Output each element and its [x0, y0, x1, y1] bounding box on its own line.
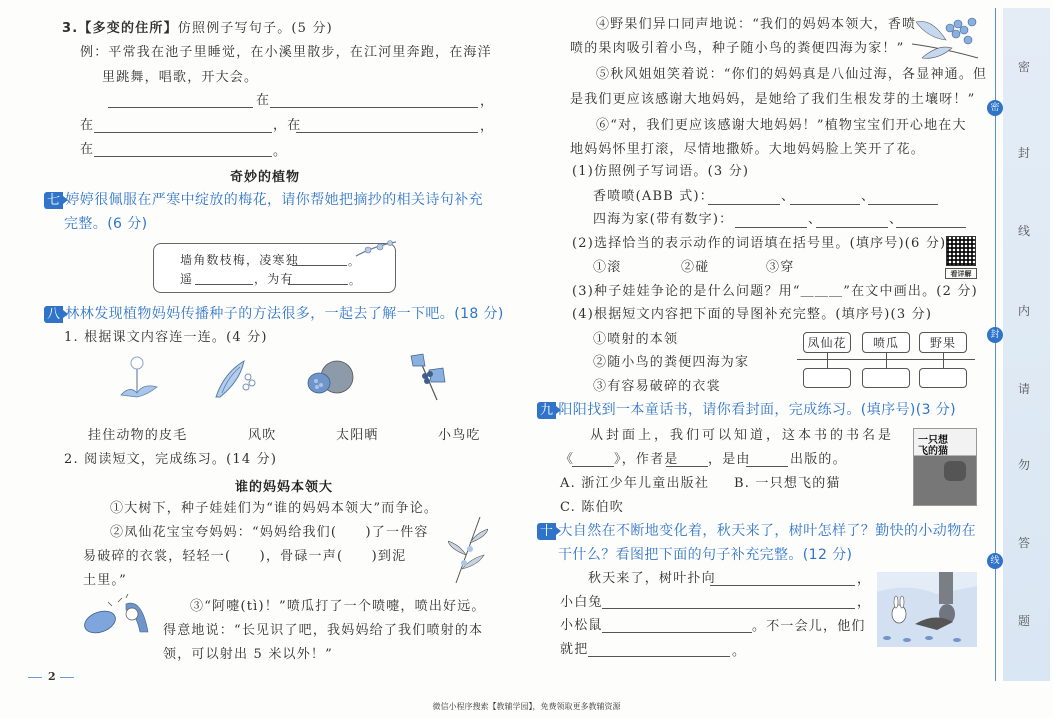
- comma: ，: [857, 572, 872, 587]
- story-p4-line2: 喷的果肉吸引着小鸟，种子随小鸟的粪便四海为家！”: [570, 41, 905, 56]
- poem-line2-mid: ，为有: [254, 272, 294, 286]
- section-9-text: 阳阳找到一本童话书，请你看封面，完成练习。(填序号)(3 分): [558, 402, 957, 418]
- q3-word-zai-4: 在: [80, 142, 95, 157]
- sec10-blank-3[interactable]: [602, 632, 752, 633]
- sub4-item-2: ②随小鸟的粪便四海为家: [593, 355, 750, 370]
- q3-blank-1[interactable]: [108, 107, 253, 108]
- story-p5-line1: ⑤秋风姐姐笑着说：“你们的妈妈真是八仙过海，各显神通。但: [596, 67, 988, 82]
- poem-line2-start: 遥: [180, 272, 194, 286]
- footer-watermark: 微信小程序搜索【教辅学园】，免费领取更多教辅资源: [432, 702, 621, 711]
- q3-blank-3[interactable]: [94, 132, 272, 133]
- sec10-row3-label: 小松鼠: [560, 618, 603, 633]
- separator: 、: [808, 212, 823, 227]
- sub1-a-blank-2[interactable]: [790, 204, 860, 205]
- binding-margin: [1003, 8, 1050, 681]
- sidebar-char: 线: [1018, 224, 1031, 238]
- match-option-1[interactable]: 挂住动物的皮毛: [88, 428, 188, 443]
- sec9-author-label: 》，作者是: [614, 452, 679, 467]
- mindmap-answer-3[interactable]: [919, 368, 967, 388]
- story-p2-line1: ②凤仙花宝宝夸妈妈：“妈妈给我们( )了一件容: [110, 525, 429, 540]
- match-option-2[interactable]: 风吹: [248, 428, 277, 443]
- sub1-b-blank-2[interactable]: [816, 227, 888, 228]
- q3-title: [62, 20, 333, 38]
- mindmap-answer-1[interactable]: [803, 368, 851, 388]
- sub4-title: (4)根据短文内容把下面的导图补充完整。(填序号)(3 分): [572, 307, 933, 322]
- sub2-option-3: ③穿: [766, 260, 795, 275]
- sec10-row1-label: 秋天来了，树叶扑向: [588, 571, 716, 586]
- sub1-title: (1)仿照例子写词语。(3 分): [572, 164, 750, 179]
- separator: 、: [861, 189, 876, 204]
- page-number: 2: [48, 670, 56, 683]
- sidebar-char: 内: [1018, 304, 1031, 318]
- sub3-title: (3)种子娃娃争论的是什么问题？用“＿＿＿”在文中画出。(2 分): [572, 284, 978, 299]
- section-9-title: [537, 400, 956, 420]
- sub4-item-1: ①喷射的本领: [593, 332, 679, 347]
- sec10-blank-2[interactable]: [602, 608, 855, 609]
- section-7-title-line2: 完整。(6 分): [64, 216, 148, 232]
- dandelion-image: [115, 355, 165, 400]
- q3-tag: 【多变的住所】: [78, 21, 178, 36]
- q3-instruction: 仿照例子写句子。(5 分): [177, 21, 333, 36]
- sec10-row2-label: 小白兔: [560, 595, 603, 610]
- section-10-title: [537, 521, 976, 541]
- poem-period-2: 。: [349, 274, 362, 287]
- sec9-option-a: A. 浙江少年儿童出版社: [560, 476, 710, 491]
- sec9-option-b: B. 一只想飞的猫: [734, 476, 841, 491]
- section-10-badge: 十: [537, 523, 556, 540]
- sub1-b-blank-1[interactable]: [735, 227, 807, 228]
- section-8-title: [44, 304, 504, 324]
- autumn-scene-image: [877, 572, 977, 647]
- sub1-a-blank-3[interactable]: [868, 204, 938, 205]
- section-7-text: 婷婷很佩服在严寒中绽放的梅花，请你帮她把摘抄的相关诗句补充: [65, 192, 484, 208]
- section-8-badge: 八: [44, 306, 63, 323]
- mindmap-node-3: 野果: [919, 332, 967, 353]
- pomegranate-image: [305, 355, 355, 400]
- q3-word-zai-1: 在: [256, 93, 271, 108]
- sub4-item-3: ③有容易破碎的衣裳: [593, 379, 721, 394]
- section-8-text: 林林发现植物妈妈传播种子的方法很多，一起去了解一下吧。(18 分): [65, 306, 504, 322]
- poem-blank-3[interactable]: [288, 284, 348, 285]
- mindmap-connector: [827, 353, 828, 368]
- squirting-cucumber-image: [82, 594, 152, 636]
- berry-branch-image: [405, 352, 450, 402]
- sec9-line1: 从封面上，我们可以知道，这本书的书名是: [590, 428, 895, 443]
- poem-blank-1[interactable]: [292, 265, 347, 266]
- sidebar-char: 答: [1018, 536, 1031, 550]
- sidebar-char: 请: [1018, 382, 1031, 396]
- q3-example-line2: 里跳舞，唱歌，开大会。: [102, 70, 259, 85]
- sec10-row3-end: 。不一会儿，他们: [752, 619, 866, 634]
- poem-period-1: 。: [348, 255, 361, 268]
- q3-blank-2[interactable]: [270, 107, 478, 108]
- section-7-title: [44, 190, 483, 210]
- sidebar-char: 密: [1018, 60, 1031, 74]
- book-cover-image: [913, 428, 977, 506]
- story-p6-line1: ⑥“对，我们更应该感谢大地妈妈！”植物宝宝们开心地在大: [596, 118, 967, 133]
- q3-word-zai-2: 在: [80, 118, 95, 133]
- q3-comma-1: ，: [480, 94, 495, 109]
- sec10-blank-4[interactable]: [588, 656, 730, 657]
- wild-fruit-branch-image: [912, 14, 978, 62]
- qr-label: 看详解: [945, 268, 977, 279]
- mindmap-connector: [943, 353, 944, 368]
- sec10-blank-1[interactable]: [710, 585, 855, 586]
- plum-branch-icon: [354, 238, 398, 260]
- section-9-badge: 九: [537, 402, 556, 419]
- sec10-row4-label: 就把: [560, 642, 589, 657]
- match-option-4[interactable]: 小鸟吃: [438, 428, 481, 443]
- sec9-blank-author[interactable]: [666, 466, 708, 467]
- sec9-blank-title[interactable]: [572, 466, 614, 467]
- q3-number: 3.: [62, 21, 79, 36]
- cat-figure: [944, 461, 966, 481]
- seal-badge-mi: 密: [987, 100, 1003, 116]
- story-p6-line2: 地妈妈怀里打滚，尽情地撒娇。大地妈妈脸上笑开了花。: [570, 142, 926, 157]
- sub2-option-1: ①滚: [593, 260, 622, 275]
- sec9-option-c: C. 陈伯吹: [560, 500, 624, 515]
- section-10-title-line2: 干什么？看图把下面的句子补充完整。(12 分): [558, 547, 853, 563]
- section-10-text: 大自然在不断地变化着，秋天来了，树叶怎样了？勤快的小动物在: [558, 523, 977, 539]
- story-p3-line3: 领，可以射出 5 米以外！”: [163, 647, 333, 662]
- mindmap-node-2: 喷瓜: [862, 332, 910, 353]
- sec9-line2-end: 出版的。: [790, 452, 847, 467]
- q8-1-title: 1. 根据课文内容连一连。(4 分): [64, 330, 268, 345]
- q3-blank-5[interactable]: [94, 156, 272, 157]
- period: 。: [732, 644, 747, 659]
- q3-example-line1: 例：平常我在池子里睡觉，在小溪里散步，在江河里奔跑，在海洋: [80, 45, 492, 60]
- unit-title: 奇妙的植物: [230, 170, 301, 185]
- story-p3-line2: 得意地说：“长见识了吧，我妈妈给了我们喷射的本: [163, 623, 484, 638]
- sub1-a-blank-1[interactable]: [708, 204, 780, 205]
- q3-blank-4[interactable]: [296, 132, 478, 133]
- story-title: 谁的妈妈本领大: [235, 480, 334, 495]
- story-p4-line1: ④野果们异口同声地说：“我们的妈妈本领大，香喷: [596, 17, 917, 32]
- balsam-branch-image: [448, 515, 488, 585]
- match-option-3[interactable]: 太阳晒: [336, 428, 379, 443]
- sub1-b-label: 四海为家(带有数字)：: [593, 212, 734, 227]
- poem-line1: 墙角数枝梅，凌寒独: [180, 253, 299, 267]
- book-cover-title: 一只想飞的猫: [918, 435, 948, 457]
- sub2-option-2: ②碰: [681, 260, 710, 275]
- separator: 、: [781, 189, 796, 204]
- sub1-b-blank-3[interactable]: [896, 227, 966, 228]
- sidebar-char: 题: [1018, 614, 1031, 628]
- q8-2-title: 2. 阅读短文，完成练习。(14 分): [64, 452, 278, 467]
- story-p5-line2: 是我们更应该感谢大地妈妈，是她给了我们生根发芽的土壤呀！”: [570, 92, 976, 107]
- sidebar-char: 勿: [1018, 458, 1031, 472]
- story-p3-line1: ③“阿嚏(tì)！”喷瓜打了一个喷嚏，喷出好远。: [190, 599, 486, 614]
- sec9-blank-publisher[interactable]: [746, 466, 788, 467]
- poem-blank-2[interactable]: [195, 284, 253, 285]
- sub1-a-label: 香喷喷(ABB 式)：: [593, 189, 714, 204]
- mindmap-answer-2[interactable]: [862, 368, 910, 388]
- sidebar-char: 封: [1018, 146, 1031, 160]
- story-p2-line2: 易破碎的衣裳，轻轻一( )，骨碌一声( )到泥: [83, 549, 407, 564]
- seal-badge-feng: 封: [987, 327, 1003, 343]
- comma: ，: [857, 595, 872, 610]
- story-p1: ①大树下，种子娃娃们为“谁的妈妈本领大”而争论。: [110, 501, 439, 516]
- peapod-image: [210, 355, 260, 400]
- seal-badge-xian: 线: [987, 553, 1003, 569]
- book-title-open: 《: [560, 452, 575, 467]
- q3-comma-2: ，: [480, 119, 495, 134]
- q3-word-zai-3: ，在: [273, 118, 302, 133]
- separator: 、: [889, 212, 904, 227]
- story-p2-line3: 土里。”: [83, 573, 127, 588]
- mindmap-connector: [886, 353, 887, 368]
- q3-period: 。: [273, 144, 288, 159]
- qr-code[interactable]: [946, 236, 976, 266]
- sub2-title: (2)选择恰当的表示动作的词语填在括号里。(填序号)(6 分): [572, 236, 947, 251]
- mindmap-node-1: 凤仙花: [803, 332, 851, 353]
- sec9-publisher-label: ，是由: [708, 452, 751, 467]
- section-7-badge: 七: [44, 192, 63, 209]
